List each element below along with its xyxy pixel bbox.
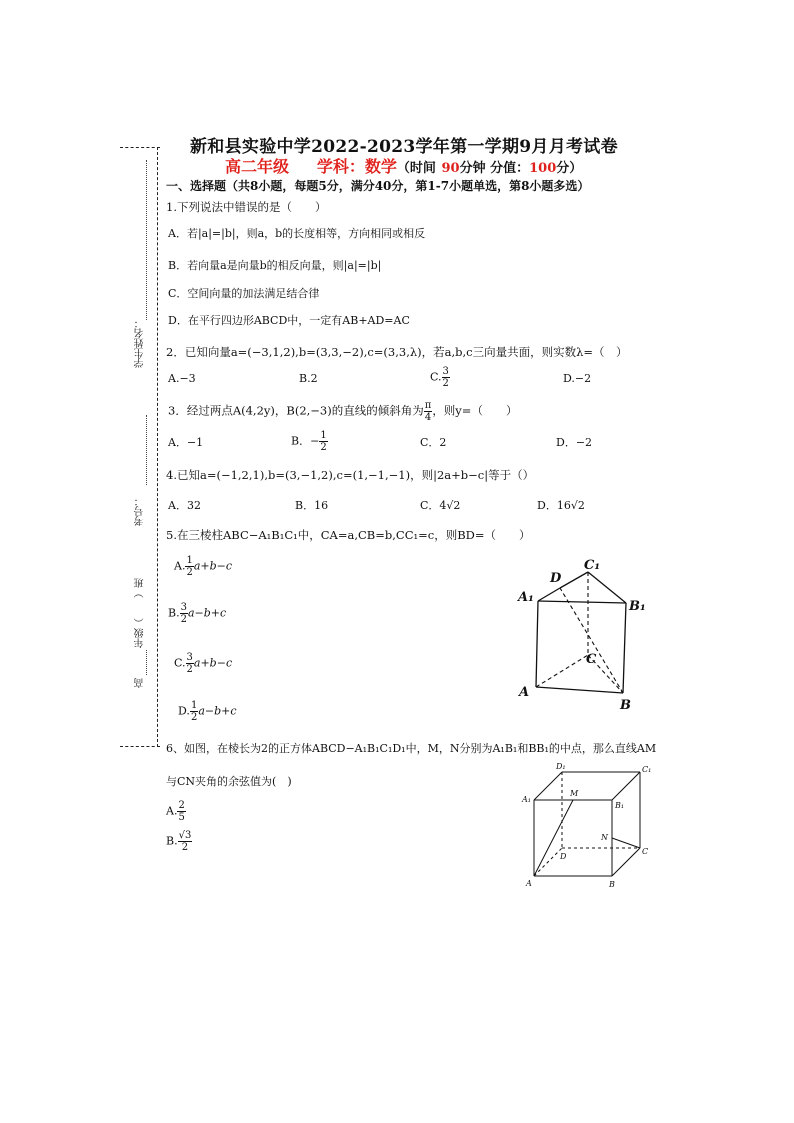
cube-label-d1: D₁: [556, 762, 566, 771]
prism-diagonal-b-d: [560, 588, 623, 693]
prism-label-a1: A₁: [518, 590, 534, 605]
grade-label: 高二年级: [225, 157, 290, 176]
student-name-label: 学生姓名：: [135, 318, 146, 368]
exam-title: 新和县实验中学2022-2023学年第一学期9月月考试卷: [190, 137, 618, 157]
q3-stem-post: ，则y=（ ）: [432, 403, 518, 418]
q5-option-b-fraction: $\frac{3}{2}$: [180, 602, 187, 625]
q3-stem: [168, 400, 517, 423]
prism-edge-a1-b1: [538, 601, 626, 603]
prism-label-d: D: [550, 571, 562, 586]
cube-line-c-n: [612, 838, 640, 848]
prism-label-b1: B₁: [629, 599, 646, 614]
q3-option-c: C．2: [420, 436, 447, 449]
score-unit: 分）: [556, 161, 583, 176]
q4-option-b: B．16: [295, 499, 329, 512]
q2-option-b: B.2: [299, 372, 318, 385]
prism-edge-c1-b1: [588, 572, 626, 603]
q6-option-b-fraction: $\frac{√3}{2}$: [178, 830, 192, 853]
q5-option-d-fraction: $\frac{1}{2}$: [190, 700, 198, 723]
q1-option-a: A．若|a|=|b|，则a，b的长度相等，方向相同或相反: [168, 227, 426, 240]
binding-bottom-line: [120, 746, 160, 747]
q5-option-b-expr: a−b+c: [187, 606, 227, 620]
q2-stem: 2．已知向量a=(−3,1,2),b=(3,3,−2),c=(3,3,λ)，若a,b,c三向量共面，则实数λ=（ ）: [166, 345, 628, 359]
q1-option-d: D．在平行四边形ABCD中，一定有AB+AD=AC: [168, 314, 410, 327]
q5-option-c-expr: a+b−c: [193, 656, 233, 670]
prism-edge-a-c: [536, 655, 588, 687]
cube-label-a: A: [526, 879, 532, 888]
cube-line-a-m: [534, 800, 573, 876]
q6-option-a: [166, 800, 186, 823]
q4-option-a: A．32: [168, 499, 201, 512]
prism-edge-b-b1: [623, 603, 626, 693]
q3-option-b-fraction: $\frac{1}{2}$: [320, 430, 327, 453]
q3-option-b-label: B．−: [291, 434, 320, 448]
exam-id-blank: [146, 415, 147, 485]
prism-label-a: A: [519, 685, 530, 700]
time-value: 90: [441, 161, 460, 176]
cube-edge-b-c: [612, 848, 640, 876]
q6-stem-line2: 与CN夹角的余弦值为( ): [166, 775, 292, 788]
q5-option-c-label: C.: [174, 656, 186, 670]
cube-label-c: C: [642, 847, 649, 856]
class-label-end: ）班: [135, 578, 146, 598]
cube-edge-a-d: [534, 848, 562, 876]
cube-label-n: N: [601, 833, 608, 842]
q5-option-d-label: D.: [178, 704, 190, 718]
q3-stem-pre: 3．经过两点A(4,2y)，B(2,−3)的直线的倾斜角为: [168, 403, 424, 418]
q3-option-a: A．−1: [168, 436, 204, 449]
cube-label-b1: B₁: [615, 801, 625, 810]
q5-option-a: [174, 555, 232, 578]
q5-option-d: [178, 700, 237, 723]
cube-label-b: B: [609, 880, 615, 889]
q4-option-d: D．16√2: [537, 499, 585, 512]
cube-label-m: M: [570, 789, 579, 798]
q5-option-b: [168, 602, 226, 625]
q4-option-c: C．4√2: [420, 499, 461, 512]
prism-edge-a1-d: [538, 588, 560, 601]
subject-label: 学科：数学: [316, 157, 397, 176]
binding-top-line: [120, 147, 160, 148]
q2-option-c-fraction: $\frac{3}{2}$: [442, 366, 449, 389]
section-heading: 一、选择题（共8小题，每题5分，满分40分，第1-7小题单选，第8小题多选）: [166, 179, 590, 193]
q3-option-d: D．−2: [556, 436, 593, 449]
exam-subtitle: [225, 154, 582, 177]
q5-stem: 5.在三棱柱ABC−A₁B₁C₁中，CA=a,CB=b,CC₁=c，则BD=（ ）: [166, 528, 531, 542]
class-label-middle: 年级（: [135, 618, 146, 648]
q6-option-b: [166, 830, 192, 853]
q5-prism-figure: [510, 555, 646, 715]
class-blank: [146, 650, 147, 675]
time-unit: 分钟 分值：: [459, 161, 530, 176]
prism-edge-a-a1: [536, 601, 538, 687]
cube-label-d: D: [560, 852, 567, 861]
q1-option-b: B．若向量a是向量b的相反向量，则|a|=|b|: [168, 259, 382, 272]
q6-option-a-fraction: $\frac{2}{5}$: [178, 800, 185, 823]
q3-option-b: [291, 430, 328, 453]
prism-label-c1: C₁: [584, 558, 601, 573]
score-value: 100: [529, 161, 557, 176]
exam-id-label: 考号：: [135, 496, 146, 526]
q6-stem-line1: 6、如图，在棱长为2的正方体ABCD−A₁B₁C₁D₁中，M，N分别为A₁B₁和BB₁的中点，那么直线AM: [166, 742, 657, 755]
q2-option-c: [430, 366, 450, 389]
q6-option-b-label: B.: [166, 834, 178, 848]
q5-option-d-expr: a−b+c: [198, 704, 237, 718]
q5-option-c: [174, 652, 232, 675]
q2-option-c-label: C.: [430, 370, 442, 384]
q5-option-c-fraction: $\frac{3}{2}$: [186, 652, 193, 675]
prism-label-c: C: [586, 652, 597, 667]
binding-right-line: [157, 147, 158, 747]
q2-option-d: D.−2: [563, 372, 592, 385]
q5-option-b-label: B.: [168, 606, 180, 620]
cube-label-a1: A₁: [522, 795, 531, 804]
prism-edge-a-b: [536, 687, 623, 693]
cube-edge-b1-c1: [612, 772, 640, 800]
q6-cube-figure: [520, 760, 660, 890]
q5-option-a-fraction: $\frac{1}{2}$: [186, 555, 193, 578]
q1-option-c: C．空间向量的加法满足结合律: [168, 287, 320, 300]
q3-angle-fraction: $\frac{\pi}{4}$: [424, 400, 432, 423]
prism-edge-d-c1: [560, 572, 588, 588]
prism-label-b: B: [620, 698, 631, 713]
q4-stem: 4.已知a=(−1,2,1),b=(3,−1,2),c=(1,−1,−1)，则|2a+b−c|等于（）: [166, 468, 535, 482]
q5-option-a-label: A.: [174, 559, 186, 573]
cube-edge-a1-d1: [534, 772, 562, 800]
q5-option-a-expr: a+b−c: [193, 559, 233, 573]
student-name-blank: [146, 160, 147, 320]
time-label: （时间: [396, 161, 436, 176]
q6-option-a-label: A.: [166, 804, 178, 818]
q2-option-a: A.−3: [168, 372, 196, 385]
class-label-start: 高: [135, 678, 146, 688]
q1-stem: 1.下列说法中错误的是（ ）: [166, 200, 327, 214]
cube-label-c1: C₁: [642, 765, 652, 774]
